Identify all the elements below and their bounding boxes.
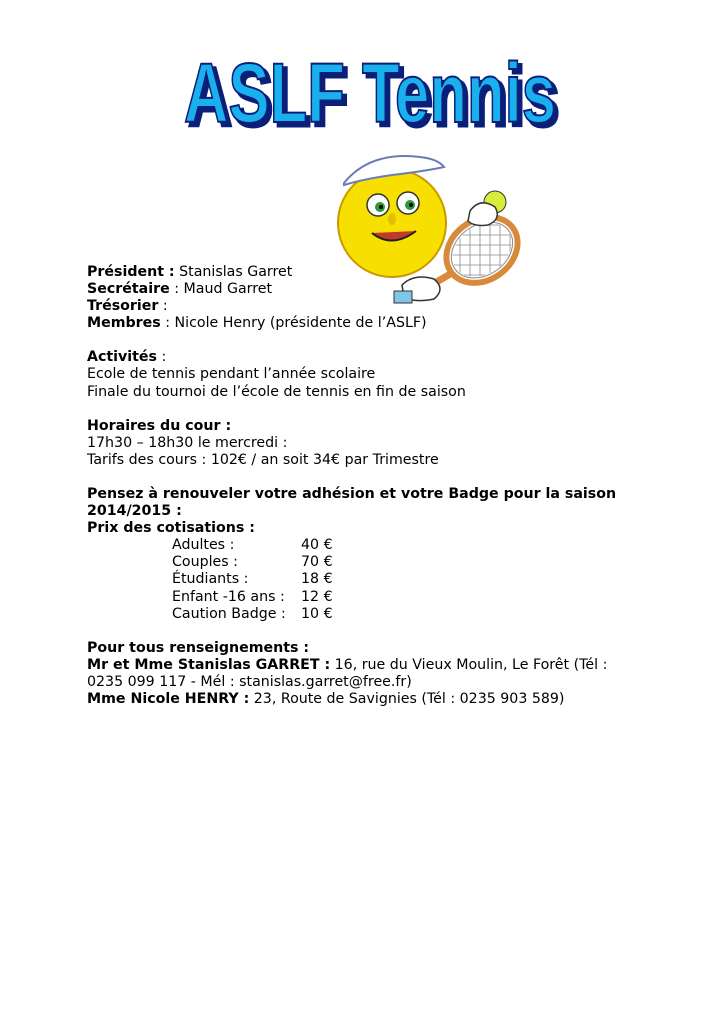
contact-garret-details: 0235 099 117 - Mél : stanislas.garret@free.fr) xyxy=(87,673,412,690)
contact-heading: Pour tous renseignements : xyxy=(87,639,310,656)
price-row: Enfant -16 ans : 12 € xyxy=(172,588,333,605)
document-body xyxy=(87,264,707,708)
price-row: Caution Badge : 10 € xyxy=(172,605,333,622)
price-row: Couples : 70 € xyxy=(172,554,333,571)
renewal-season: 2014/2015 : xyxy=(87,503,182,520)
title-wordart xyxy=(170,40,570,140)
schedule-heading: Horaires du cour : xyxy=(87,417,232,434)
price-row: Adultes : 40 € xyxy=(172,537,333,554)
president-line: Président : Stanislas Garret xyxy=(87,264,293,280)
schedule-time: 17h30 – 18h30 le mercredi : xyxy=(87,434,288,451)
schedule-rates: Tarifs des cours : 102€ / an soit 34€ par Trimestre xyxy=(87,451,439,468)
prices-heading: Prix des cotisations : xyxy=(87,520,255,537)
treasurer-line: Trésorier : xyxy=(87,298,168,315)
price-row: Étudiants : 18 € xyxy=(172,571,333,588)
contact-garret: Mr et Mme Stanislas GARRET : 16, rue du Vieux Moulin, Le Forêt (Tél : xyxy=(87,656,608,673)
renewal-notice: Pensez à renouveler votre adhésion et votre Badge pour la saison xyxy=(87,485,617,502)
title-text: ASLF Tennis xyxy=(184,46,556,140)
secretary-line: Secrétaire : Maud Garret xyxy=(87,281,273,298)
title-shadow: ASLF Tennis xyxy=(188,50,560,140)
activities-heading: Activités : xyxy=(87,349,167,366)
activity-item: Finale du tournoi de l’école de tennis en fin de saison xyxy=(87,383,466,400)
activity-item: Ecole de tennis pendant l’année scolaire xyxy=(87,366,376,383)
contact-henry: Mme Nicole HENRY : 23, Route de Savignies (Tél : 0235 903 589) xyxy=(87,690,565,707)
members-line: Membres : Nicole Henry (présidente de l’ASLF) xyxy=(87,315,427,332)
